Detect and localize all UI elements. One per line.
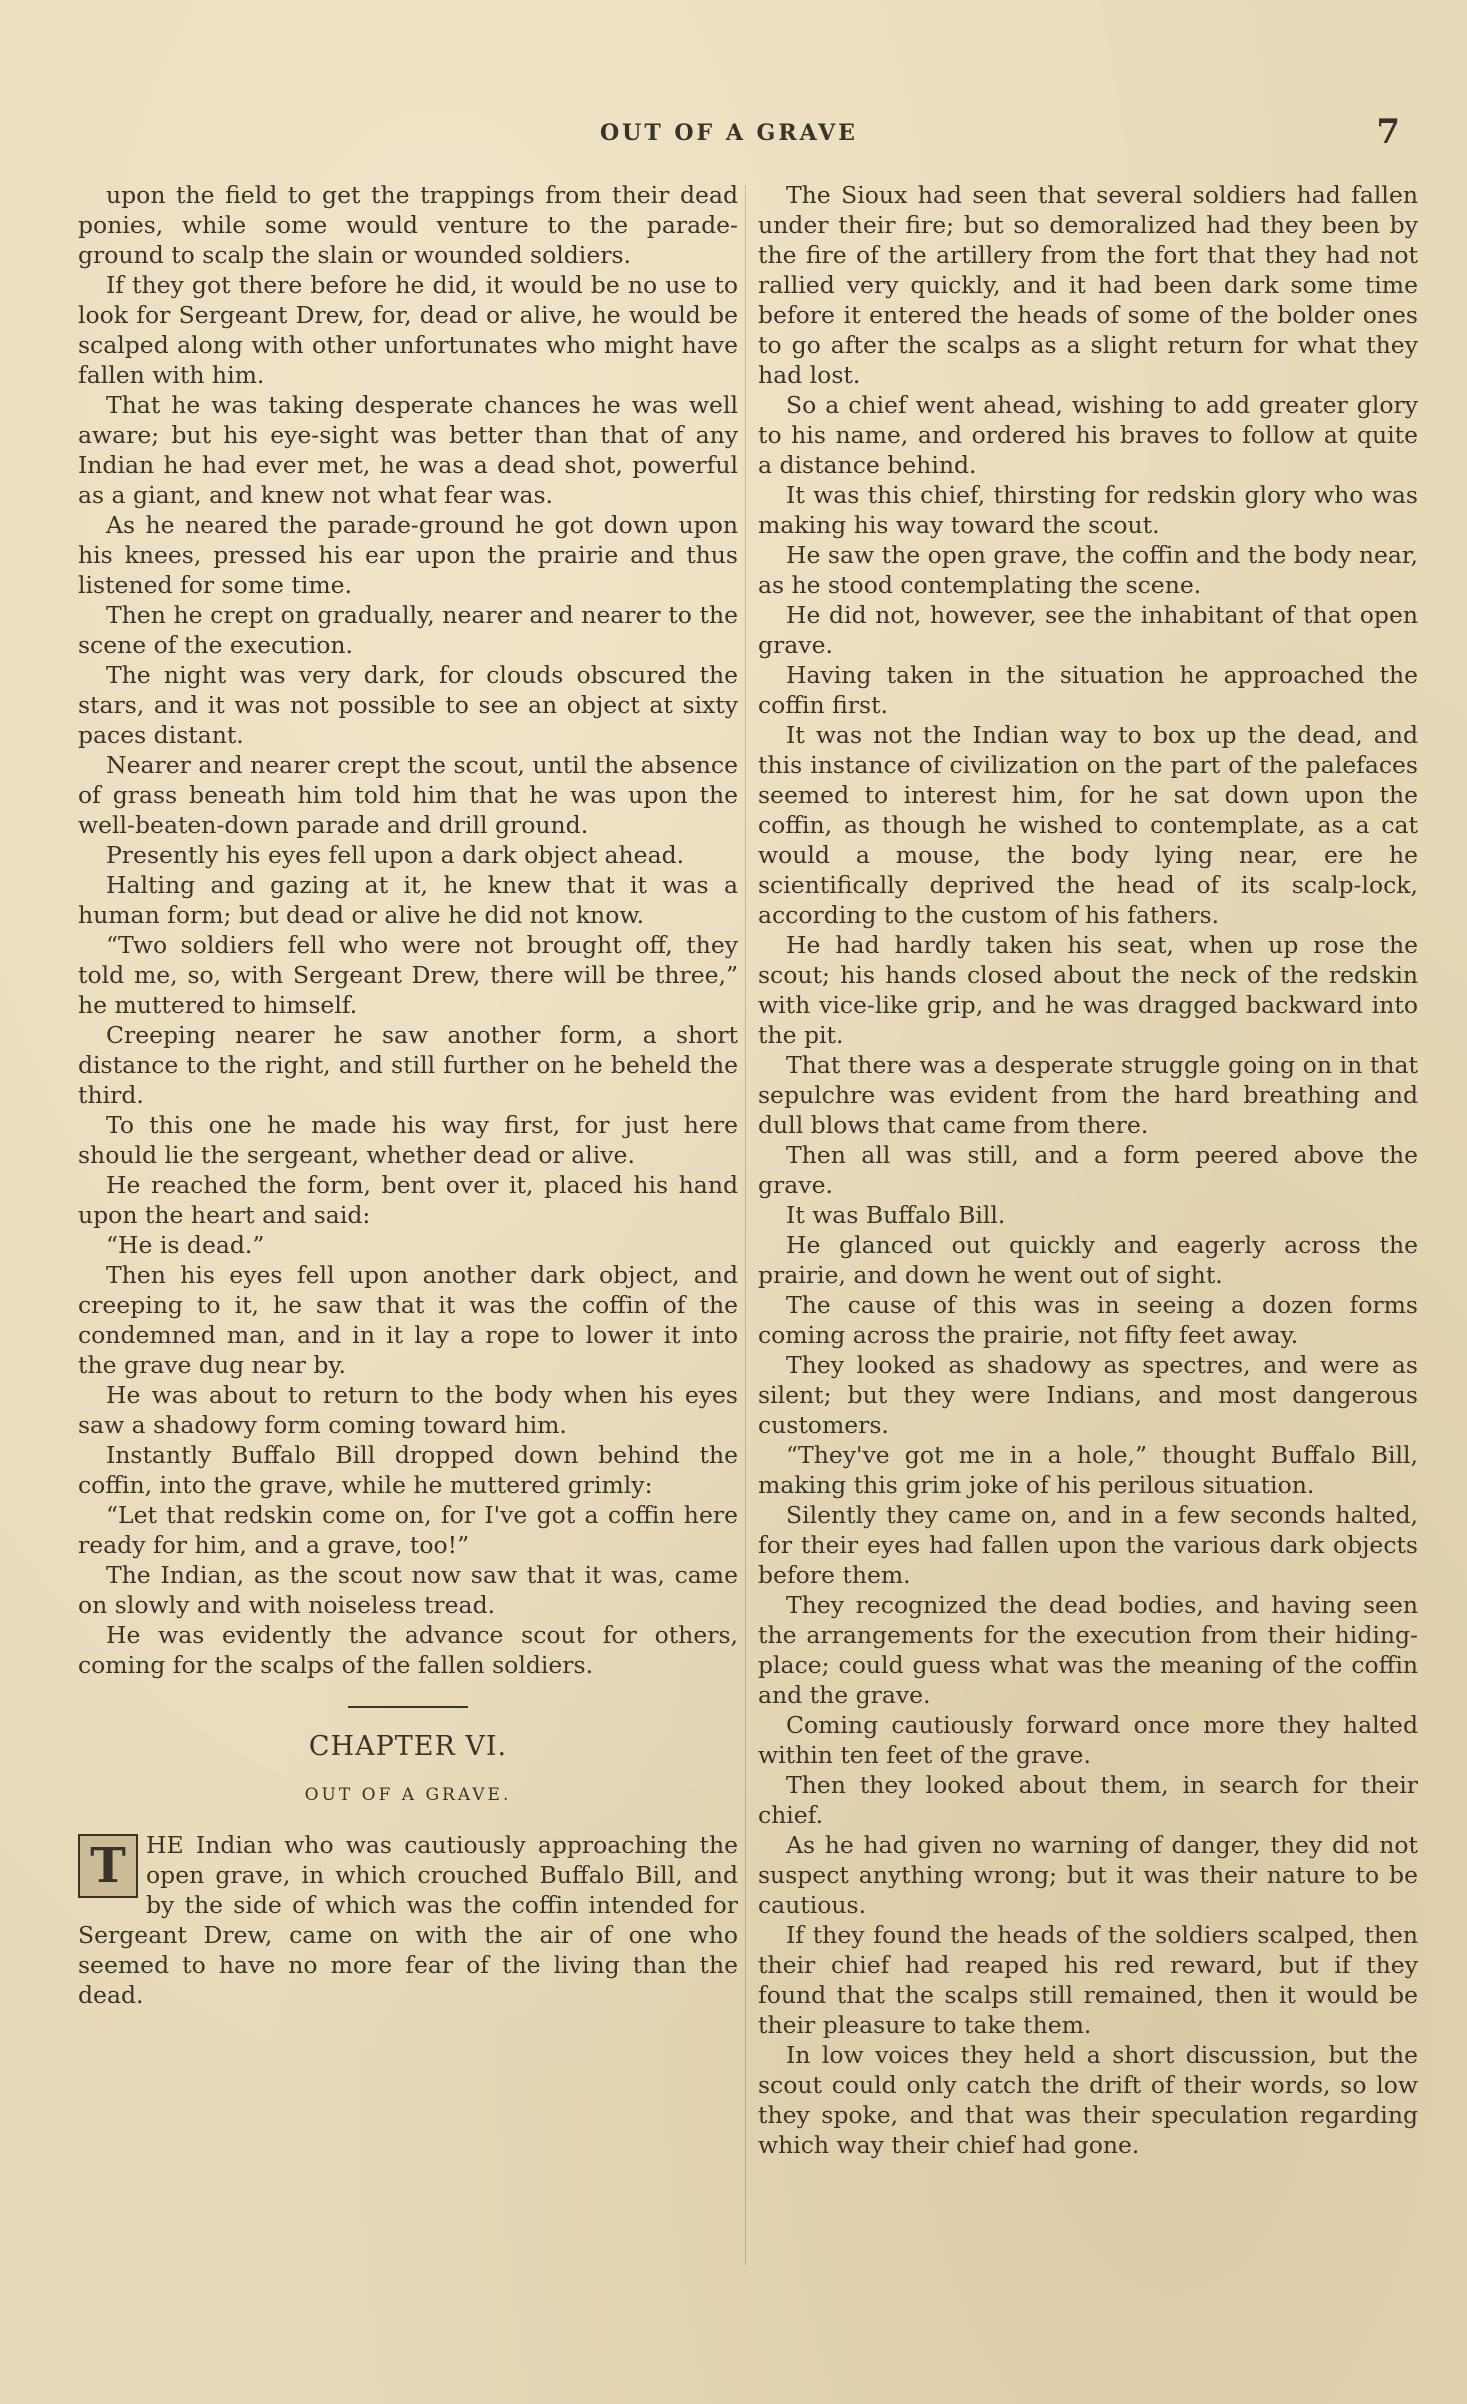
left-column — [78, 180, 738, 2010]
paragraph: As he neared the parade-ground he got down upon his knees, pressed his ear upon the prairie and thus listened for some time. — [78, 511, 738, 599]
page-number: 7 — [1376, 112, 1400, 152]
paragraph: The Sioux had seen that several soldiers had fallen under their fire; but so demoralized had they been by the fire of the artillery from the fort that they had not rallied very quickly, and it had been dark some time before it entered the heads of some of the bolder ones to go after the scalps as a slight return for what they had lost. — [758, 181, 1418, 389]
paragraph: Silently they came on, and in a few seconds halted, for their eyes had fallen upon the various dark objects before them. — [758, 1501, 1418, 1589]
paragraph: “They've got me in a hole,” thought Buffalo Bill, making this grim joke of his perilous situation. — [758, 1441, 1418, 1499]
paragraph: Halting and gazing at it, he knew that it was a human form; but dead or alive he did not know. — [78, 871, 738, 929]
paragraph: He saw the open grave, the coffin and the body near, as he stood contemplating the scene. — [758, 541, 1418, 599]
paragraph: It was this chief, thirsting for redskin glory who was making his way toward the scout. — [758, 481, 1418, 539]
paragraph: So a chief went ahead, wishing to add greater glory to his name, and ordered his braves to follow at quite a distance behind. — [758, 391, 1418, 479]
chapter-subtitle: OUT OF A GRAVE. — [304, 1785, 512, 1805]
paragraph: He glanced out quickly and eagerly across the prairie, and down he went out of sight. — [758, 1231, 1418, 1289]
paragraph: Nearer and nearer crept the scout, until the absence of grass beneath him told him that he was upon the well-beaten-down parade and drill ground. — [78, 751, 738, 839]
paragraph: upon the field to get the trappings from their dead ponies, while some would venture to the parade-ground to scalp the slain or wounded soldiers. — [78, 181, 738, 269]
left-column-paragraphs — [78, 180, 738, 1680]
paragraph: “Let that redskin come on, for I've got a coffin here ready for him, and a grave, too!” — [78, 1501, 738, 1559]
paragraph: It was not the Indian way to box up the dead, and this instance of civilization on the part of the palefaces seemed to interest him, for he sat down upon the coffin, as though he wished to contemplate, as a cat would a mouse, the body lying near, ere he scientifically deprived the head of its scalp-lock, according to the custom of his fathers. — [758, 721, 1418, 929]
paragraph: Having taken in the situation he approached the coffin first. — [758, 661, 1418, 719]
paragraph: Coming cautiously forward once more they halted within ten feet of the grave. — [758, 1711, 1418, 1769]
paragraph: He was about to return to the body when his eyes saw a shadowy form coming toward him. — [78, 1381, 738, 1439]
paragraph: That there was a desperate struggle going on in that sepulchre was evident from the hard breathing and dull blows that came from there. — [758, 1051, 1418, 1139]
paragraph: If they got there before he did, it would be no use to look for Sergeant Drew, for, dead or alive, he would be scalped along with other unfortunates who might have fallen with him. — [78, 271, 738, 389]
paragraph: Then he crept on gradually, nearer and nearer to the scene of the execution. — [78, 601, 738, 659]
paragraph: In low voices they held a short discussion, but the scout could only catch the drift of their words, so low they spoke, and that was their speculation regarding which way their chief had gone. — [758, 2041, 1418, 2159]
paragraph: He did not, however, see the inhabitant of that open grave. — [758, 601, 1418, 659]
paragraph: “Two soldiers fell who were not brought off, they told me, so, with Sergeant Drew, there will be three,” he muttered to himself. — [78, 931, 738, 1019]
paragraph: He had hardly taken his seat, when up rose the scout; his hands closed about the neck of the redskin with vice-like grip, and he was dragged backward into the pit. — [758, 931, 1418, 1049]
paragraph: That he was taking desperate chances he was well aware; but his eye-sight was better than that of any Indian he had ever met, he was a dead shot, powerful as a giant, and knew not what fear was. — [78, 391, 738, 509]
paragraph: It was Buffalo Bill. — [786, 1201, 1006, 1229]
opening-paragraph-text: HE Indian who was cautiously approaching the open grave, in which crouched Buffalo Bill, and by the side of which was the coffin intended for Sergeant Drew, came on with the air of one who seemed to have no more fear of the living than the dead. — [78, 1831, 738, 2009]
drop-cap-initial: T — [78, 1834, 138, 1898]
chapter-heading: CHAPTER VI. — [308, 1731, 508, 1762]
paragraph: Then his eyes fell upon another dark object, and creeping to it, he saw that it was the coffin of the condemned man, and in it lay a rope to lower it into the grave dug near by. — [78, 1261, 738, 1379]
paragraph: They looked as shadowy as spectres, and were as silent; but they were Indians, and most dangerous customers. — [758, 1351, 1418, 1439]
section-divider — [348, 1706, 468, 1708]
paragraph: The night was very dark, for clouds obscured the stars, and it was not possible to see an object at sixty paces distant. — [78, 661, 738, 749]
paragraph: If they found the heads of the soldiers scalped, then their chief had reaped his red reward, but if they found that the scalps still remained, then it would be their pleasure to take them. — [758, 1921, 1418, 2039]
paragraph: Instantly Buffalo Bill dropped down behind the coffin, into the grave, while he muttered grimly: — [78, 1441, 738, 1499]
paragraph: Creeping nearer he saw another form, a short distance to the right, and still further on he beheld the third. — [78, 1021, 738, 1109]
right-column-paragraphs — [758, 180, 1418, 2160]
paragraph: He was evidently the advance scout for others, coming for the scalps of the fallen soldiers. — [78, 1621, 738, 1679]
paragraph: He reached the form, bent over it, placed his hand upon the heart and said: — [78, 1171, 738, 1229]
running-title: OUT OF A GRAVE — [600, 120, 858, 146]
paragraph: Presently his eyes fell upon a dark object ahead. — [106, 841, 685, 869]
paragraph: “He is dead.” — [106, 1231, 265, 1259]
right-column — [758, 180, 1418, 2160]
paragraph: The cause of this was in seeing a dozen forms coming across the prairie, not fifty feet away. — [758, 1291, 1418, 1349]
paragraph: As he had given no warning of danger, they did not suspect anything wrong; but it was their nature to be cautious. — [758, 1831, 1418, 1919]
paragraph: To this one he made his way first, for just here should lie the sergeant, whether dead or alive. — [78, 1111, 738, 1169]
paragraph: The Indian, as the scout now saw that it was, came on slowly and with noiseless tread. — [78, 1561, 738, 1619]
chapter-opening-paragraph — [78, 1830, 738, 2010]
paragraph: They recognized the dead bodies, and having seen the arrangements for the execution from their hiding-place; could guess what was the meaning of the coffin and the grave. — [758, 1591, 1418, 1709]
paragraph: Then they looked about them, in search for their chief. — [758, 1771, 1418, 1829]
column-gutter-rule — [745, 185, 746, 2265]
paragraph: Then all was still, and a form peered above the grave. — [758, 1141, 1418, 1199]
page-header — [600, 112, 1400, 152]
